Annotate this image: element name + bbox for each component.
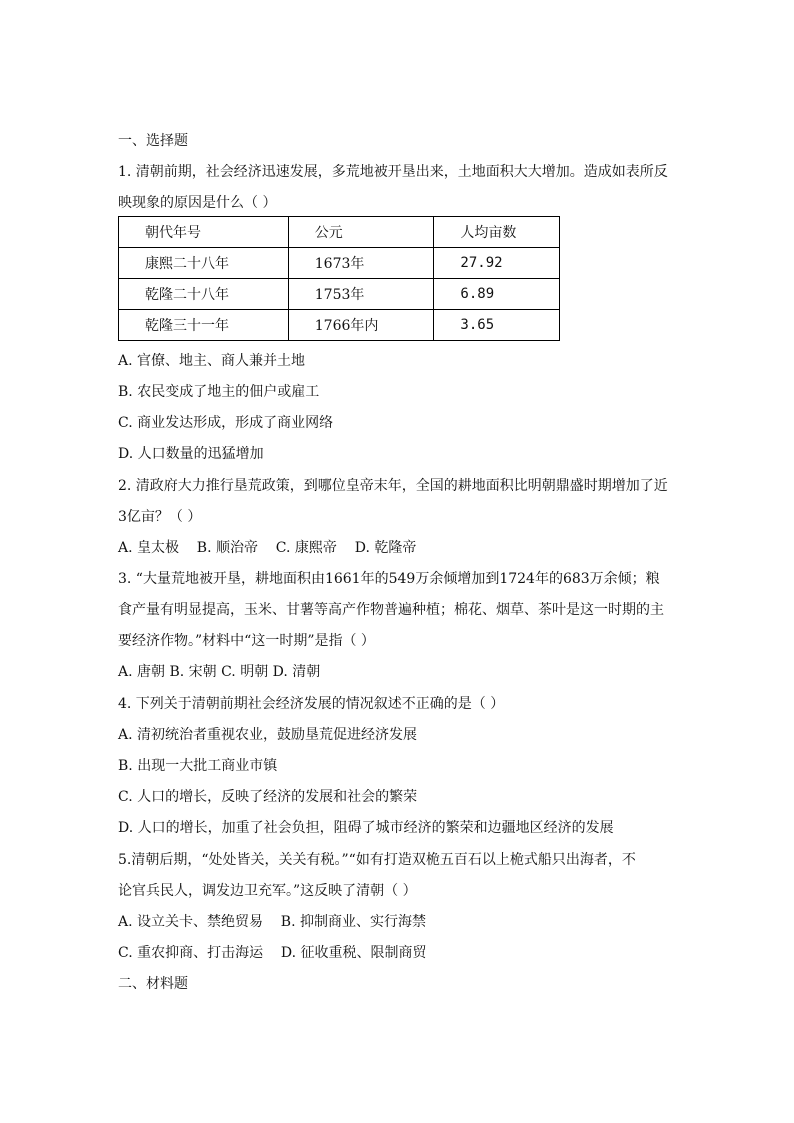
table-header-cell: 人均亩数 [434, 217, 560, 248]
q3-options: A. 唐朝 B. 宋朝 C. 明朝 D. 清朝 [118, 664, 321, 680]
table-header-row [119, 217, 560, 248]
table-cell: 6.89 [434, 279, 560, 310]
q2-stem-line2: 3亿亩？（ ） [118, 509, 202, 525]
q2-options: A. 皇太极 B. 顺治帝 C. 康熙帝 D. 乾隆帝 [118, 540, 417, 556]
table-cell: 1753年 [288, 279, 434, 310]
q4-option-c: C. 人口的增长，反映了经济的发展和社会的繁荣 [118, 789, 418, 805]
table-cell: 乾隆二十八年 [119, 279, 289, 310]
q1-option-a: A. 官僚、地主、商人兼并土地 [118, 353, 306, 369]
table-cell: 27.92 [434, 248, 560, 279]
q5-options-row2: C. 重农抑商、打击海运 D. 征收重税、限制商贸 [118, 945, 427, 961]
section-heading-choice: 一、选择题 [118, 133, 188, 149]
q2-stem-line1: 2. 清政府大力推行垦荒政策，到哪位皇帝末年，全国的耕地面积比明朝鼎盛时期增加了近 [118, 478, 668, 494]
table-row [119, 279, 560, 310]
table-row [119, 248, 560, 279]
q1-stem-line1: 1. 清朝前期，社会经济迅速发展，多荒地被开垦出来，土地面积大大增加。造成如表所反 [118, 164, 668, 180]
table-cell: 康熙二十八年 [119, 248, 289, 279]
q4-option-b: B. 出现一大批工商业市镇 [118, 758, 278, 774]
table-header-cell: 公元 [288, 217, 434, 248]
q1-option-d: D. 人口数量的迅猛增加 [118, 446, 264, 462]
table-cell: 1766年内 [288, 310, 434, 341]
q4-option-d: D. 人口的增长，加重了社会负担，阻碍了城市经济的繁荣和边疆地区经济的发展 [118, 820, 614, 836]
table-header-cell: 朝代年号 [119, 217, 289, 248]
q3-stem-line1: 3. “大量荒地被开垦，耕地面积由1661年的549万余倾增加到1724年的683万余倾；粮 [118, 571, 660, 587]
table-cell: 3.65 [434, 310, 560, 341]
q5-stem-line1: 5.清朝后期，“处处皆关，关关有税。”“如有打造双桅五百石以上桅式船只出海者，不 [118, 852, 636, 868]
q3-stem-line2: 食产量有明显提高，玉米、甘薯等高产作物普遍种植；棉花、烟草、茶叶是这一时期的主 [118, 602, 664, 618]
q5-options-row1: A. 设立关卡、禁绝贸易 B. 抑制商业、实行海禁 [118, 914, 426, 930]
q1-option-c: C. 商业发达形成，形成了商业网络 [118, 415, 334, 431]
q3-stem-line3: 要经济作物。”材料中“这一时期”是指（ ） [118, 633, 375, 649]
q4-option-a: A. 清初统治者重视农业，鼓励垦荒促进经济发展 [118, 727, 418, 743]
q5-stem-line2: 论官兵民人，调发边卫充军。”这反映了清朝（ ） [118, 883, 417, 899]
q4-stem: 4. 下列关于清朝前期社会经济发展的情况叙述不正确的是（ ） [118, 696, 505, 712]
q1-stem-line2: 映现象的原因是什么（ ） [118, 195, 277, 211]
table-row [119, 310, 560, 341]
table-cell: 1673年 [288, 248, 434, 279]
section-heading-material: 二、材料题 [118, 976, 188, 992]
q1-option-b: B. 农民变成了地主的佃户或雇工 [118, 384, 320, 400]
table-cell: 乾隆三十一年 [119, 310, 289, 341]
q1-data-table [118, 216, 560, 341]
